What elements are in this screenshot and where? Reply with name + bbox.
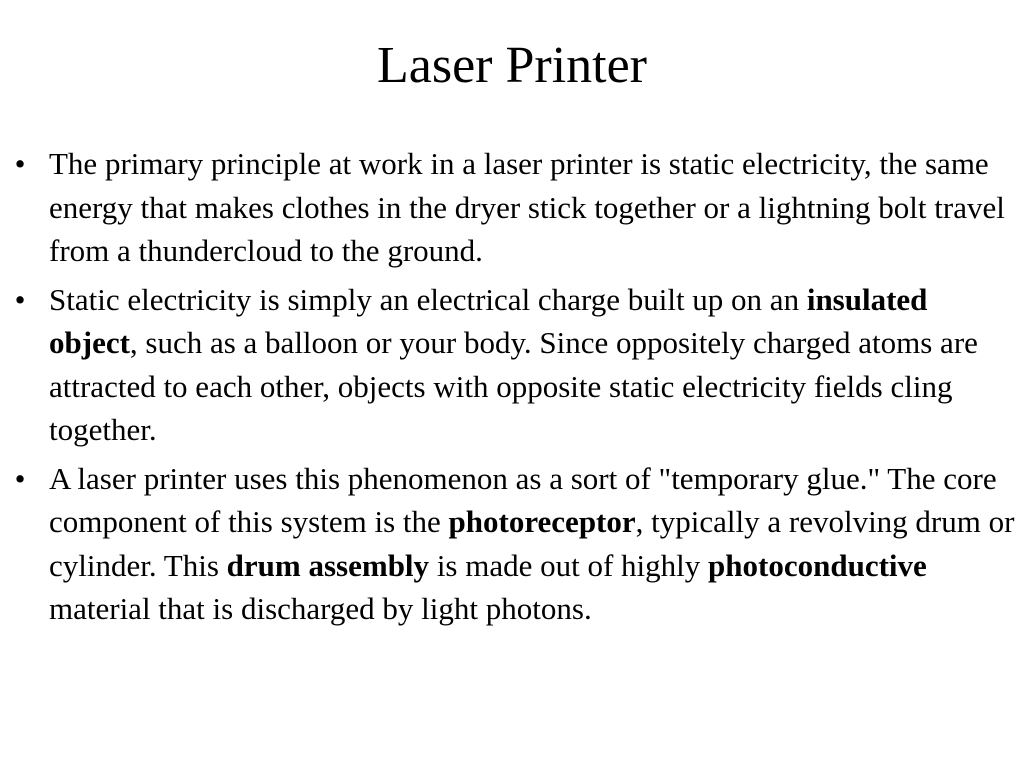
bullet-segment: , typically a revolving drum or cylinder. This bbox=[49, 504, 1015, 583]
bullet-item-static-electricity bbox=[0, 142, 1024, 273]
bullet-segment: A laser printer uses this phenomenon as a sort of "temporary glue." The core component of this system is the bbox=[49, 460, 997, 539]
bullet-item-insulated-object bbox=[0, 278, 1024, 452]
bullet-segment: is made out of highly bbox=[429, 547, 709, 583]
bullet-segment: , such as a balloon or your body. Since oppositely charged atoms are attracted to each other, objects with opposite static electricity fields cling together. bbox=[49, 325, 978, 447]
bullet-text bbox=[49, 282, 978, 448]
bullet-item-photoreceptor bbox=[0, 457, 1024, 631]
bullet-text bbox=[49, 146, 1005, 268]
bullet-segment: material that is discharged by light photons. bbox=[49, 591, 592, 626]
bold-term-photoconductive: photoconductive bbox=[708, 547, 927, 583]
bold-term-insulated-object: insulated object bbox=[49, 281, 928, 360]
bullet-marker: • bbox=[14, 460, 26, 496]
bold-term-photoreceptor: photoreceptor bbox=[448, 504, 636, 539]
slide-title: Laser Printer bbox=[376, 37, 647, 94]
bullet-marker: • bbox=[14, 281, 26, 317]
bullet-segment: The primary principle at work in a laser printer is static electricity, the same energy that makes clothes in the dryer stick together or a lightning bolt travel from a thundercloud to the ground. bbox=[49, 146, 1005, 268]
bullet-list bbox=[0, 142, 1024, 636]
bullet-text bbox=[49, 461, 1014, 627]
bullet-segment: Static electricity is simply an electrical charge built up on an bbox=[49, 281, 807, 317]
bold-term-drum-assembly: drum assembly bbox=[226, 547, 430, 583]
bullet-marker: • bbox=[14, 146, 26, 181]
